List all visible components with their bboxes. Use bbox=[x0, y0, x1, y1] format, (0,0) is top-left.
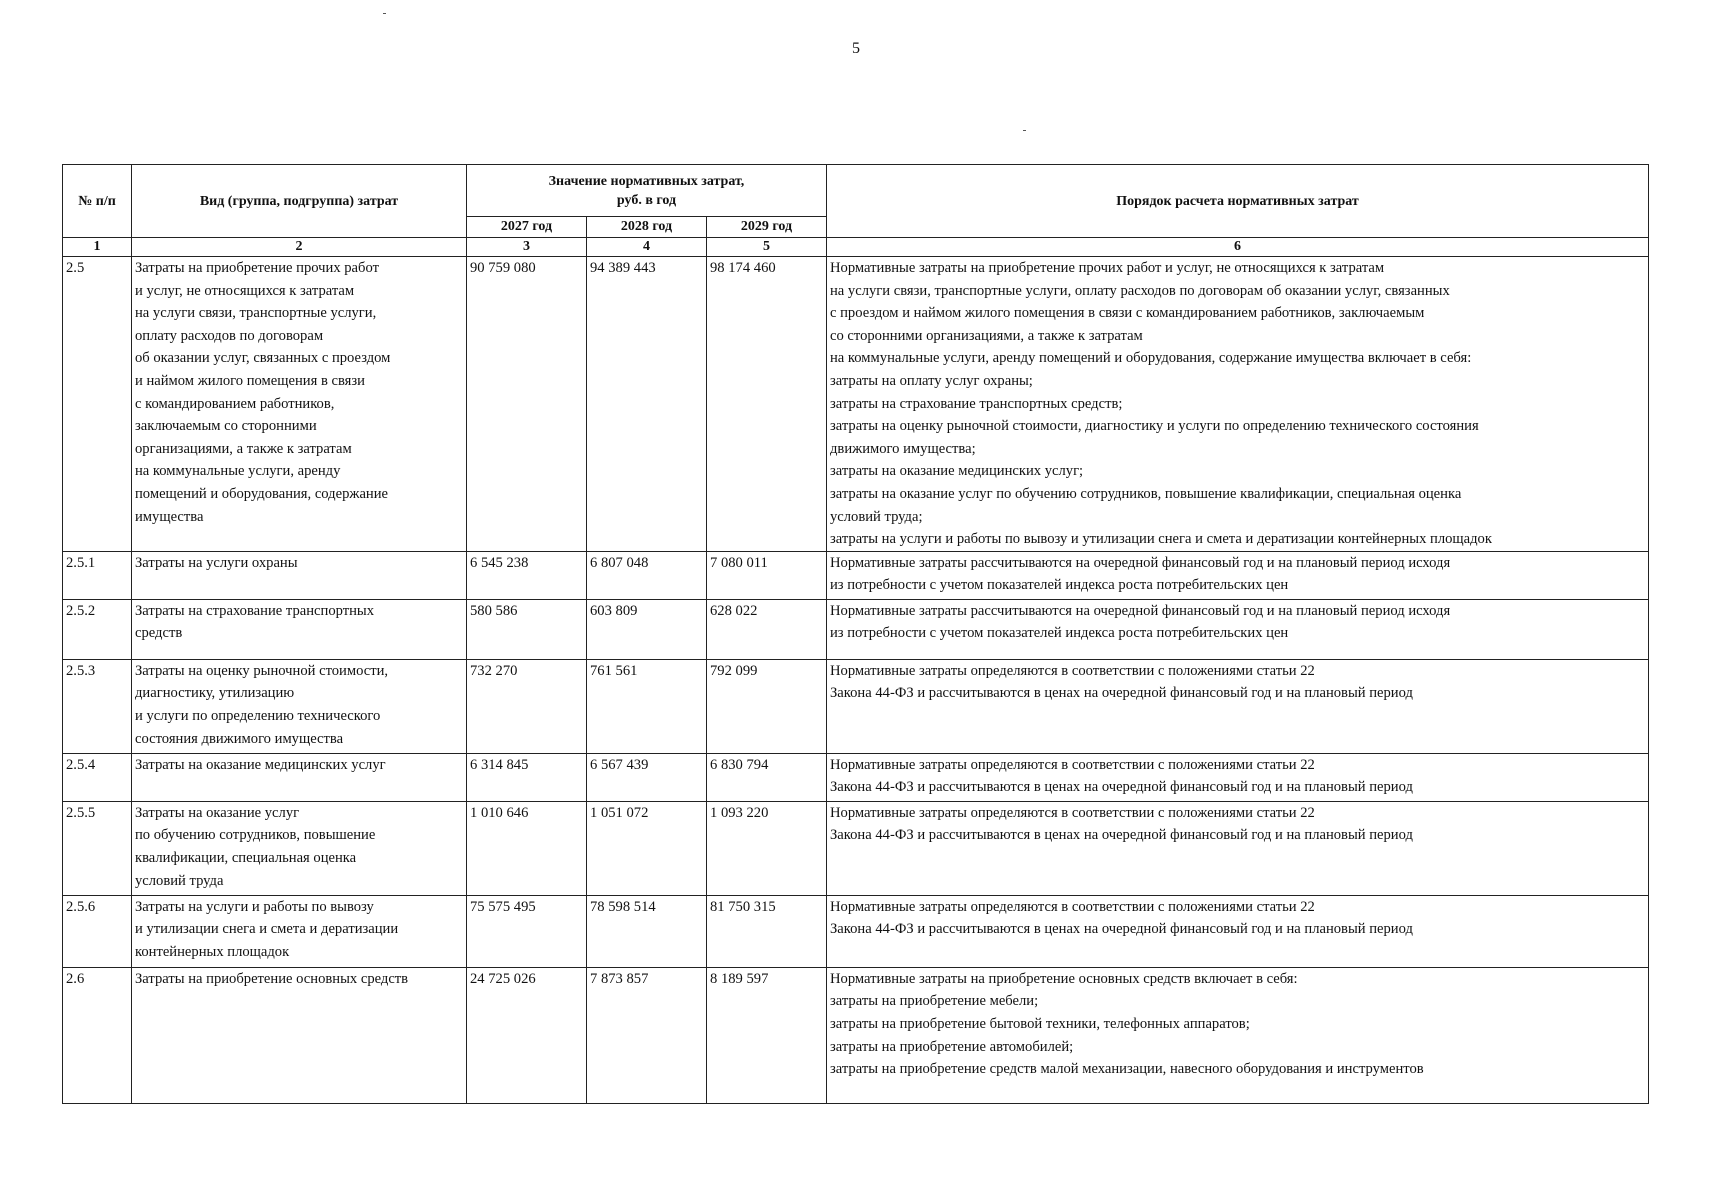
calc-method-line: затраты на оказание услуг по обучению сотрудников, повышение квалификации, специальная оценка bbox=[830, 485, 1462, 502]
table-row bbox=[63, 801, 1649, 895]
table-body bbox=[63, 257, 1649, 1104]
value-2027: 6 545 238 bbox=[467, 551, 587, 599]
row-index: 2.5.1 bbox=[63, 551, 132, 599]
calc-method-line: движимого имущества; bbox=[830, 440, 976, 457]
cost-type-line: условий труда bbox=[135, 872, 224, 889]
calc-method-line: Закона 44-ФЗ и рассчитываются в ценах на очередной финансовый год и на плановый период bbox=[830, 827, 1413, 844]
calc-method-line: из потребности с учетом показателей индекса роста потребительских цен bbox=[830, 577, 1289, 594]
column-number: 6 bbox=[827, 238, 1649, 257]
cost-type bbox=[132, 551, 467, 599]
column-number: 3 bbox=[467, 238, 587, 257]
table-row bbox=[63, 753, 1649, 801]
scan-speck bbox=[1023, 130, 1026, 131]
calc-method bbox=[827, 599, 1649, 659]
cost-type-line: Затраты на приобретение прочих работ bbox=[135, 260, 379, 276]
column-number: 5 bbox=[707, 238, 827, 257]
cost-type-line: и наймом жилого помещения в связи bbox=[135, 372, 365, 389]
cost-type-line: на коммунальные услуги, аренду bbox=[135, 463, 341, 480]
value-2029: 8 189 597 bbox=[707, 967, 827, 1103]
row-index: 2.5.5 bbox=[63, 801, 132, 895]
cost-type bbox=[132, 967, 467, 1103]
cost-type-line: оплату расходов по договорам bbox=[135, 327, 324, 344]
calc-method-line: Нормативные затраты определяются в соответствии с положениями статьи 22 bbox=[830, 756, 1315, 773]
header-year-2028: 2028 год bbox=[587, 217, 707, 238]
calc-method-line: Закона 44-ФЗ и рассчитываются в ценах на очередной финансовый год и на плановый период bbox=[830, 779, 1413, 796]
cost-type bbox=[132, 895, 467, 967]
value-2027: 732 270 bbox=[467, 659, 587, 753]
cost-type bbox=[132, 753, 467, 801]
calc-method-line: Нормативные затраты на приобретение прочих работ и услуг, не относящихся к затратам bbox=[830, 260, 1385, 276]
calc-method bbox=[827, 753, 1649, 801]
calc-method-line: на коммунальные услуги, аренду помещений и оборудования, содержание имущества включает в себя: bbox=[830, 350, 1472, 367]
value-2027: 90 759 080 bbox=[467, 257, 587, 552]
calc-method-line: затраты на приобретение бытовой техники, телефонных аппаратов; bbox=[830, 1015, 1250, 1032]
value-2028: 6 807 048 bbox=[587, 551, 707, 599]
header-year-2029: 2029 год bbox=[707, 217, 827, 238]
cost-type-line: и услуг, не относящихся к затратам bbox=[135, 282, 355, 299]
value-2028: 7 873 857 bbox=[587, 967, 707, 1103]
value-2027: 1 010 646 bbox=[467, 801, 587, 895]
calc-method-line: Нормативные затраты определяются в соответствии с положениями статьи 22 bbox=[830, 804, 1315, 821]
cost-type-line: Затраты на услуги охраны bbox=[135, 554, 298, 571]
calc-method-line: затраты на приобретение мебели; bbox=[830, 993, 1039, 1010]
calc-method-line: со сторонними организациями, а также к затратам bbox=[830, 327, 1143, 344]
row-index: 2.5.4 bbox=[63, 753, 132, 801]
column-number: 2 bbox=[132, 238, 467, 257]
column-number: 1 bbox=[63, 238, 132, 257]
value-2028: 6 567 439 bbox=[587, 753, 707, 801]
header-index: № п/п bbox=[63, 165, 132, 238]
cost-type bbox=[132, 659, 467, 753]
calc-method-line: Нормативные затраты на приобретение основных средств включает в себя: bbox=[830, 970, 1298, 987]
header-cost-values bbox=[467, 165, 827, 217]
calc-method bbox=[827, 895, 1649, 967]
header-calc-method: Порядок расчета нормативных затрат bbox=[827, 165, 1649, 238]
calc-method-line: затраты на оплату услуг охраны; bbox=[830, 372, 1033, 389]
row-index: 2.5.6 bbox=[63, 895, 132, 967]
value-2029: 628 022 bbox=[707, 599, 827, 659]
calc-method-line: Нормативные затраты определяются в соответствии с положениями статьи 22 bbox=[830, 898, 1315, 915]
row-index: 2.5.3 bbox=[63, 659, 132, 753]
calc-method-line: затраты на оценку рыночной стоимости, диагностику и услуги по определению технического состояния bbox=[830, 418, 1479, 435]
calc-method bbox=[827, 551, 1649, 599]
value-2029: 6 830 794 bbox=[707, 753, 827, 801]
calc-method-line: Закона 44-ФЗ и рассчитываются в ценах на очередной финансовый год и на плановый период bbox=[830, 685, 1413, 702]
cost-type-line: Затраты на оказание медицинских услуг bbox=[135, 756, 386, 773]
calc-method-line: Нормативные затраты определяются в соответствии с положениями статьи 22 bbox=[830, 662, 1315, 679]
row-index: 2.5 bbox=[63, 257, 132, 552]
value-2029: 1 093 220 bbox=[707, 801, 827, 895]
value-2028: 603 809 bbox=[587, 599, 707, 659]
cost-type-line: контейнерных площадок bbox=[135, 943, 290, 960]
header-cost-values-line: руб. в год bbox=[616, 192, 677, 208]
calc-method bbox=[827, 801, 1649, 895]
value-2027: 24 725 026 bbox=[467, 967, 587, 1103]
calc-method bbox=[827, 967, 1649, 1103]
calc-method-line: затраты на оказание медицинских услуг; bbox=[830, 463, 1084, 480]
calc-method-line: затраты на страхование транспортных средств; bbox=[830, 395, 1123, 412]
value-2029: 7 080 011 bbox=[707, 551, 827, 599]
cost-type-line: об оказании услуг, связанных с проездом bbox=[135, 350, 391, 367]
calc-method-line: условий труда; bbox=[830, 508, 923, 525]
value-2027: 6 314 845 bbox=[467, 753, 587, 801]
cost-type-line: имущества bbox=[135, 508, 204, 525]
value-2028: 94 389 443 bbox=[587, 257, 707, 552]
cost-type-line: на услуги связи, транспортные услуги, bbox=[135, 305, 377, 322]
cost-type-line: диагностику, утилизацию bbox=[135, 685, 295, 702]
calc-method-line: Нормативные затраты рассчитываются на очередной финансовый год и на плановый период исходя bbox=[830, 554, 1451, 571]
calc-method-line: с проездом и наймом жилого помещения в связи с командированием работников, заключаемым bbox=[830, 305, 1425, 322]
cost-type-line: Затраты на оценку рыночной стоимости, bbox=[135, 662, 389, 679]
cost-type-line: и утилизации снега и смета и дератизации bbox=[135, 921, 399, 938]
value-2027: 580 586 bbox=[467, 599, 587, 659]
table-row bbox=[63, 257, 1649, 552]
table-row bbox=[63, 551, 1649, 599]
value-2028: 1 051 072 bbox=[587, 801, 707, 895]
cost-type-line: по обучению сотрудников, повышение bbox=[135, 827, 376, 844]
row-index: 2.5.2 bbox=[63, 599, 132, 659]
cost-type bbox=[132, 801, 467, 895]
normative-costs-table bbox=[62, 164, 1649, 1104]
cost-type bbox=[132, 257, 467, 552]
cost-type-line: Затраты на страхование транспортных bbox=[135, 602, 375, 619]
value-2029: 98 174 460 bbox=[707, 257, 827, 552]
cost-type bbox=[132, 599, 467, 659]
row-index: 2.6 bbox=[63, 967, 132, 1103]
calc-method-line: Нормативные затраты рассчитываются на очередной финансовый год и на плановый период исходя bbox=[830, 602, 1451, 619]
table-row bbox=[63, 599, 1649, 659]
cost-type-line: с командированием работников, bbox=[135, 395, 335, 412]
table-row bbox=[63, 895, 1649, 967]
header-cost-values-line: Значение нормативных затрат, bbox=[548, 173, 745, 189]
header-year-2027: 2027 год bbox=[467, 217, 587, 238]
calc-method-line: затраты на услуги и работы по вывозу и утилизации снега и смета и дератизации контейнерных площадок bbox=[830, 531, 1492, 548]
header-cost-type: Вид (группа, подгруппа) затрат bbox=[132, 165, 467, 238]
calc-method-line: затраты на приобретение автомобилей; bbox=[830, 1038, 1074, 1055]
cost-type-line: Затраты на приобретение основных средств bbox=[135, 970, 409, 987]
value-2028: 761 561 bbox=[587, 659, 707, 753]
calc-method-line: затраты на приобретение средств малой механизации, навесного оборудования и инструментов bbox=[830, 1061, 1424, 1078]
value-2027: 75 575 495 bbox=[467, 895, 587, 967]
cost-type-line: Затраты на оказание услуг bbox=[135, 804, 300, 821]
calc-method-line: на услуги связи, транспортные услуги, оплату расходов по договорам об оказании услуг, связанных bbox=[830, 282, 1450, 299]
cost-type-line: и услуги по определению технического bbox=[135, 707, 381, 724]
cost-type-line: состояния движимого имущества bbox=[135, 730, 344, 747]
value-2029: 81 750 315 bbox=[707, 895, 827, 967]
table-row bbox=[63, 967, 1649, 1103]
calc-method-line: из потребности с учетом показателей индекса роста потребительских цен bbox=[830, 625, 1289, 642]
cost-type-line: Затраты на услуги и работы по вывозу bbox=[135, 898, 374, 915]
cost-type-line: организациями, а также к затратам bbox=[135, 440, 352, 457]
table-row bbox=[63, 659, 1649, 753]
value-2028: 78 598 514 bbox=[587, 895, 707, 967]
cost-type-line: помещений и оборудования, содержание bbox=[135, 485, 389, 502]
value-2029: 792 099 bbox=[707, 659, 827, 753]
column-number: 4 bbox=[587, 238, 707, 257]
cost-type-line: средств bbox=[135, 625, 183, 642]
calc-method bbox=[827, 257, 1649, 552]
page-number: 5 bbox=[852, 40, 860, 57]
calc-method bbox=[827, 659, 1649, 753]
cost-type-line: квалификации, специальная оценка bbox=[135, 849, 357, 866]
calc-method-line: Закона 44-ФЗ и рассчитываются в ценах на очередной финансовый год и на плановый период bbox=[830, 921, 1413, 938]
cost-type-line: заключаемым со сторонними bbox=[135, 418, 317, 435]
scan-speck bbox=[383, 13, 386, 14]
